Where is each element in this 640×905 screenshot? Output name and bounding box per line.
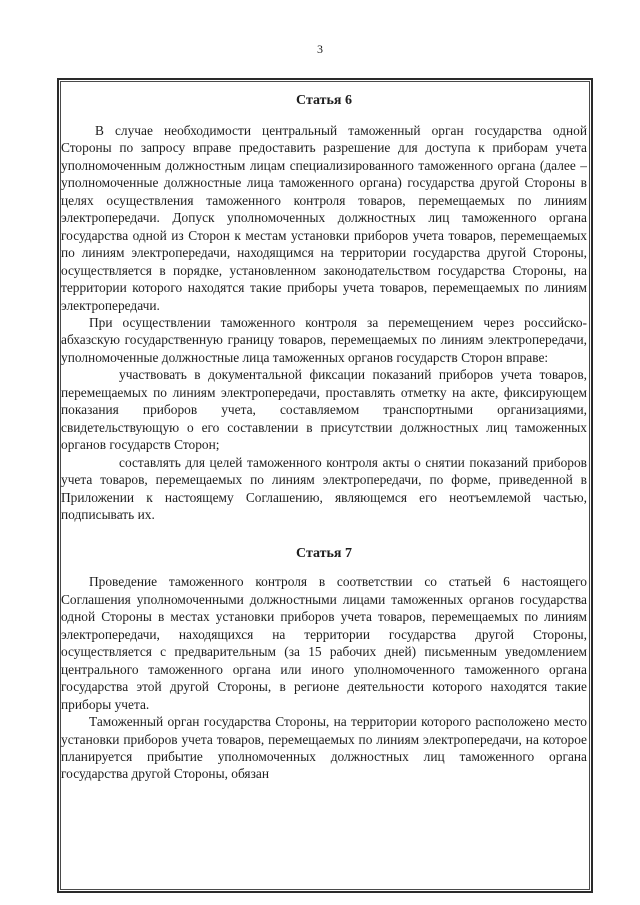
article-6-list-item: участвовать в документальной фиксации показаний приборов учета товаров, перемещаемых по линиям электропередачи, проставлять отметку на акте, фиксирующем показания приборов учета, составляемом транспортными организациями, свидетельствующую о его составлении в присутствии должностных лиц таможенных органов государств Сторон; [61,367,587,453]
article-6-paragraph: В случае необходимости центральный таможенный орган государства одной Стороны по запросу вправе предоставить разрешение для доступа к приборам учета уполномоченным должностным лицам специализированного таможенного органа (далее – уполномоченные должностные лица таможенного органа) государства другой Стороны в целях осуществления таможенного контроля товаров, перемещаемых по линиям электропередачи. Допуск уполномоченных должностных лиц таможенного органа государства одной из Сторон к местам установки приборов учета товаров, перемещаемых по линиям электропередачи, находящимся на территории государства другой Стороны, осуществляется в порядке, установленном законодательством государства Стороны, на территории которого находятся такие приборы учета товаров, перемещаемых по линиям электропередачи. [61,123,587,313]
article-6-paragraph: При осуществлении таможенного контроля за перемещением через российско-абхазскую государственную границу товаров, перемещаемых по линиям электропередачи, уполномоченные должностные лица таможенных органов государств Сторон вправе: [61,314,587,365]
article-6-list-item: составлять для целей таможенного контроля акты о снятии показаний приборов учета товаров, перемещаемых по линиям электропередачи, по форме, приведенной в Приложении к настоящему Соглашению, являющемся его неотъемлемой частью, подписывать их. [61,454,587,522]
article-7-paragraph: Проведение таможенного контроля в соответствии со статьей 6 настоящего Соглашения уполномоченными должностными лицами таможенных органов государства одной Стороны в местах установки приборов учета товаров, перемещаемых по линиям электропередачи, находящихся на территории государства другой Стороны, осуществляется с предварительным (за 15 рабочих дней) письменным уведомлением центрального таможенного органа или иного уполномоченного таможенного органа государства этой другой Стороны, в регионе деятельности которого находятся такие приборы учета. [61,574,587,712]
document-body [61,92,587,783]
article-6-heading: Статья 6 [296,93,352,108]
page-number: 3 [317,42,323,56]
article-7-heading: Статья 7 [296,546,352,562]
article-7-paragraph: Таможенный орган государства Стороны, на территории которого расположено место установки приборов учета товаров, перемещаемых по линиям электропередачи, на которое планируется прибытие уполномоченных должностных лиц таможенного органа государства другой Стороны, обязан [61,714,587,782]
